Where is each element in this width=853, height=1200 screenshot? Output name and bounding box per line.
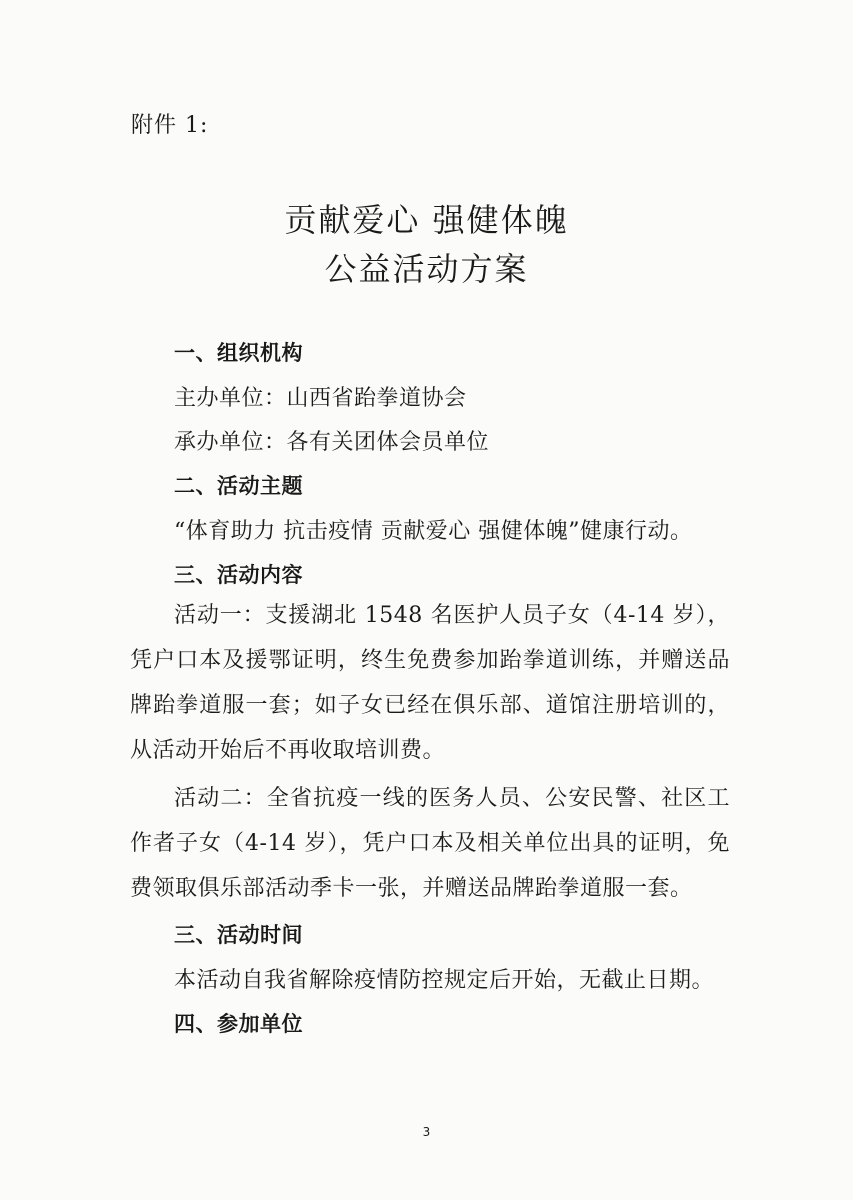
page-number: 3	[422, 1125, 431, 1139]
title-line-2: 公益活动方案	[324, 250, 529, 288]
time-text: 本活动自我省解除疫情防控规定后开始，无截止日期。	[174, 968, 715, 993]
section-heading-theme: 二、活动主题	[174, 474, 303, 498]
host-unit: 主办单位：山西省跆拳道协会	[174, 386, 467, 411]
organizer-unit: 承办单位：各有关团体会员单位	[174, 430, 490, 455]
activity-two-paragraph: 活动二：全省抗疫一线的医务人员、公安民警、社区工作者子女（4-14 岁），凭户口本及相关单位出具的证明，免费领取俱乐部活动季卡一张，并赠送品牌跆拳道服一套。	[130, 786, 730, 901]
section-heading-organization: 一、组织机构	[174, 341, 303, 365]
activity-one-paragraph: 活动一：支援湖北 1548 名医护人员子女（4-14 岁），凭户口本及援鄂证明，终生免费参加跆拳道训练，并赠送品牌跆拳道服一套；如子女已经在俱乐部、道馆注册培训的，从活动开始后不再收取培训费。	[130, 603, 730, 763]
section-heading-participants: 四、参加单位	[174, 1012, 303, 1036]
attachment-label: 附件 1:	[131, 113, 209, 138]
section-heading-content: 三、活动内容	[174, 563, 303, 587]
section-heading-time: 三、活动时间	[174, 923, 303, 947]
theme-text: “体育助力 抗击疫情 贡献爱心 强健体魄”健康行动。	[174, 519, 693, 544]
title-line-1: 贡献爱心 强健体魄	[284, 201, 569, 239]
